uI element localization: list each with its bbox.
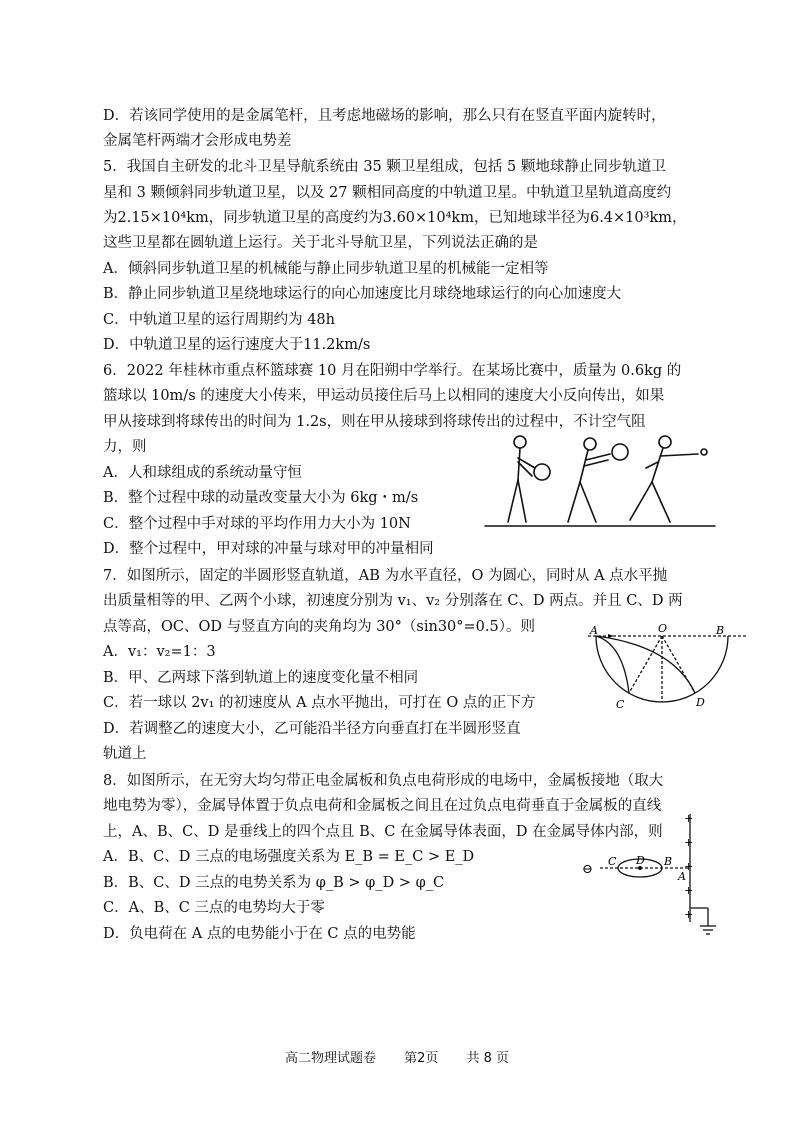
question-6-stem: 6．2022 年桂林市重点杯篮球赛 10 月在阳朔中学举行。在某场比赛中，质量为 0.6kg 的 — [103, 363, 682, 379]
point-d-label: D — [636, 854, 645, 867]
point-a-label: A — [678, 870, 686, 883]
option-d: D．若调整乙的速度大小，乙可能沿半径方向垂直打在半圆形竖直 — [103, 721, 521, 737]
point-a-label: A — [590, 624, 598, 637]
option-d: D．中轨道卫星的运行速度大于11.2km/s — [103, 337, 371, 353]
text-line: 星和 3 颗倾斜同步轨道卫星，以及 27 颗相同高度的中轨道卫星。中轨道卫星轨道高度约 — [103, 185, 672, 201]
negative-charge-symbol: ⊖ — [582, 862, 593, 877]
text-line: 出质量相等的甲、乙两个小球，初速度分别为 v₁、v₂ 分别落在 C、D 两点。并且 C、D 两 — [103, 593, 683, 609]
text-line: 甲从接球到将球传出的时间为 1.2s，则在甲从接球到将球传出的过程中，不计空气阻 — [103, 414, 646, 430]
basketball-players-figure — [480, 432, 720, 532]
plus-sign: + — [684, 812, 694, 825]
point-c-label: C — [616, 698, 625, 711]
footer-total: 共 8 页 — [466, 1051, 510, 1066]
option-c: C．若一球以 2v₁ 的初速度从 A 点水平抛出，可打在 O 点的正下方 — [103, 695, 536, 711]
text-line: 地电势为零），金属导体置于负点电荷和金属板之间且在过负点电荷垂直于金属板的直线 — [103, 798, 662, 814]
text-line: 点等高，OC、OD 与竖直方向的夹角均为 30°（sin30°=0.5）。则 — [103, 619, 535, 635]
question-7-stem: 7．如图所示，固定的半圆形竖直轨道，AB 为水平直径，O 为圆心，同时从 A 点水平抛 — [103, 568, 668, 584]
point-o-label: O — [658, 624, 668, 635]
option-d: D．负电荷在 A 点的电势能小于在 C 点的电势能 — [103, 926, 416, 942]
option-b: B．静止同步轨道卫星绕地球运行的向心加速度比月球绕地球运行的向心加速度大 — [103, 286, 622, 302]
point-b-label: B — [664, 855, 673, 868]
option-a: A．B、C、D 三点的电场强度关系为 E_B = E_C > E_D — [103, 849, 475, 865]
plus-sign: + — [684, 908, 694, 921]
text-line: 上，A、B、C、D 是垂线上的四个点且 B、C 在金属导体表面，D 在金属导体内部，则 — [103, 824, 663, 840]
plus-sign: + — [684, 860, 694, 873]
point-b-label: B — [716, 624, 725, 637]
option-c: C．A、B、C 三点的电势均大于零 — [103, 900, 325, 916]
question-5-stem: 5．我国自主研发的北斗卫星导航系统由 35 颗卫星组成，包括 5 颗地球静止同步轨道卫 — [103, 159, 666, 175]
text-line: 为2.15×10⁴km，同步轨道卫星的高度约为3.60×10⁴km，已知地球半径为6.4×10³km， — [103, 210, 687, 226]
option-b: B．甲、乙两球下落到轨道上的速度变化量不相同 — [103, 670, 419, 686]
page-footer — [0, 1047, 794, 1066]
plus-sign: + — [684, 884, 694, 897]
footer-title: 高二物理试题卷 — [284, 1051, 376, 1066]
text-line: D．若该同学使用的是金属笔杆，且考虑地磁场的影响，那么只有在竖直平面内旋转时， — [103, 108, 666, 124]
text-line: 这些卫星都在圆轨道上运行。关于北斗导航卫星，下列说法正确的是 — [103, 235, 538, 251]
option-c: C．整个过程中手对球的平均作用力大小为 10N — [103, 516, 411, 532]
footer-page: 第2页 — [404, 1051, 439, 1066]
option-a: A．人和球组成的系统动量守恒 — [103, 465, 302, 481]
text-line: 金属笔杆两端才会形成电势差 — [103, 133, 292, 149]
option-c: C．中轨道卫星的运行周期约为 48h — [103, 312, 335, 328]
option-b: B．整个过程中球的动量改变量大小为 6kg・m/s — [103, 490, 419, 506]
point-d-label: D — [696, 696, 705, 709]
charged-plate-figure — [580, 808, 730, 948]
point-c-label: C — [608, 855, 617, 868]
semicircle-track-figure — [578, 624, 748, 716]
option-b: B．B、C、D 三点的电势关系为 φ_B > φ_D > φ_C — [103, 875, 445, 891]
option-a: A．v₁：v₂=1：3 — [103, 644, 216, 660]
option-d: D．整个过程中，甲对球的冲量与球对甲的冲量相同 — [103, 541, 434, 557]
text-line: 轨道上 — [103, 746, 147, 762]
question-8-stem: 8．如图所示，在无穷大均匀带正电金属板和负点电荷形成的电场中，金属板接地（取大 — [103, 773, 664, 789]
text-line: 篮球以 10m/s 的速度大小传来，甲运动员接住后马上以相同的速度大小反向传出，如果 — [103, 388, 665, 404]
text-line: 力，则 — [103, 439, 147, 455]
option-a: A．倾斜同步轨道卫星的机械能与静止同步轨道卫星的机械能一定相等 — [103, 261, 549, 277]
plus-sign: + — [684, 836, 694, 849]
